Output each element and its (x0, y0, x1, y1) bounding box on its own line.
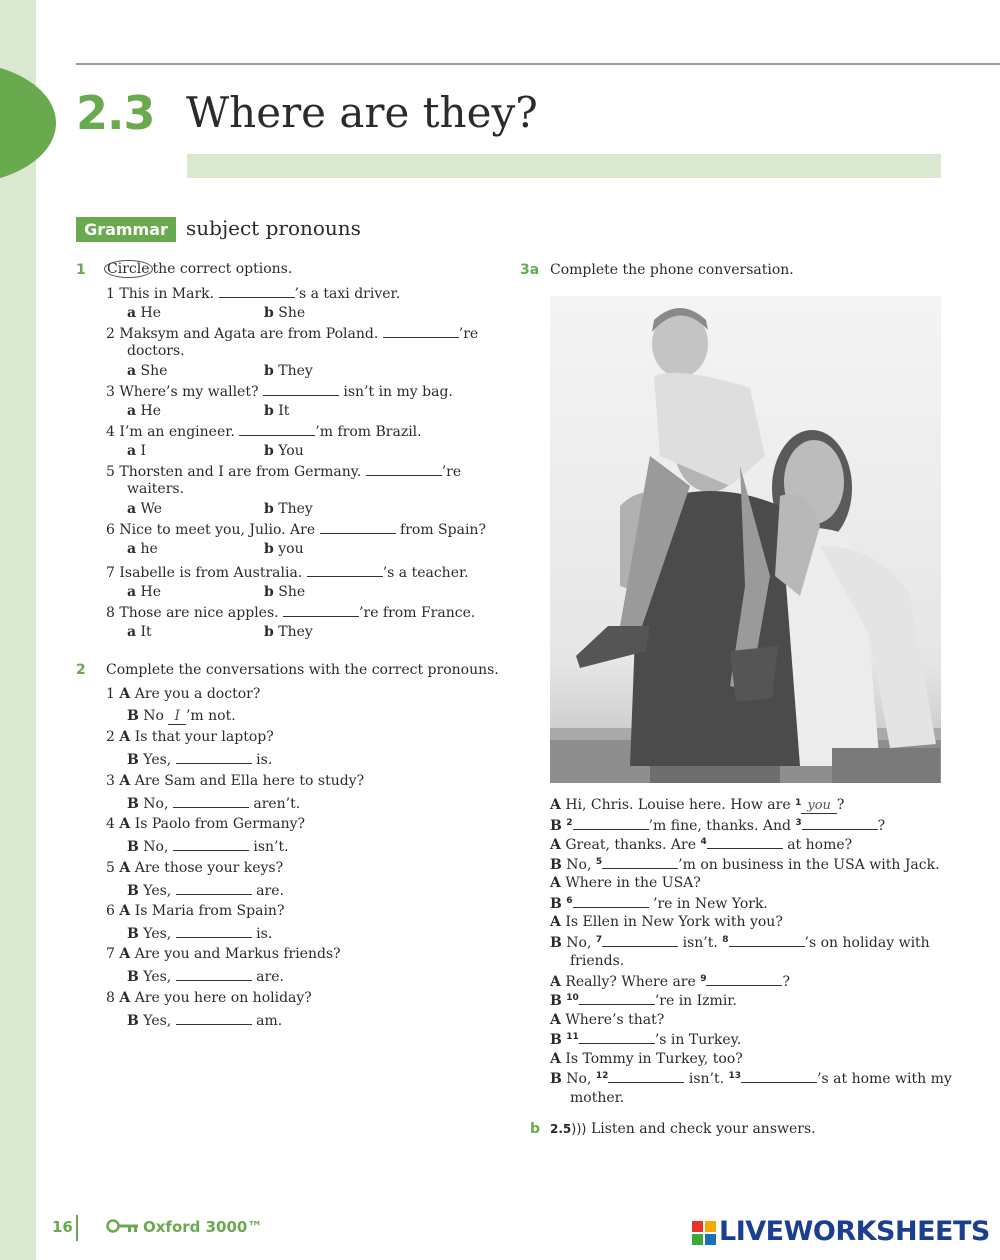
speaker-label: B (550, 856, 562, 873)
answer-blank[interactable] (176, 968, 252, 981)
dialogue-line-a (106, 990, 312, 1007)
gap-number: 12 (595, 1071, 609, 1081)
dialogue-text: ’re in Izmir. (654, 993, 737, 1009)
audio-icon[interactable]: ))) (571, 1122, 587, 1137)
option-text: She (278, 584, 306, 600)
answer-text: is. (251, 926, 273, 942)
gap-number: 5 (595, 856, 603, 867)
dialogue-text: ? (782, 973, 790, 990)
dialogue-text: Is Tommy in Turkey, too? (565, 1050, 743, 1067)
answer-blank[interactable] (263, 383, 339, 396)
key-icon (106, 1219, 140, 1233)
speaker-label: B (127, 882, 139, 899)
option-letter: b (264, 501, 274, 517)
answer-text: Yes, (143, 752, 176, 769)
dialogue-line-a (106, 686, 260, 703)
dialogue-text: Where in the USA? (565, 875, 701, 891)
dialogue-text: ’m fine, thanks. And (648, 817, 796, 834)
option-letter: b (264, 584, 274, 600)
option-a[interactable] (127, 541, 158, 558)
speaker-label: A (550, 973, 561, 990)
gap-number: 4 (700, 837, 707, 847)
answer-blank[interactable] (173, 795, 249, 808)
option-text: They (278, 501, 313, 517)
speaker-label: B (127, 839, 139, 856)
question-line (106, 383, 453, 401)
dialogue-text: ’s at home with my (817, 1071, 952, 1087)
exercise-1-number: 1 (76, 262, 86, 278)
dialogue-line (550, 836, 852, 854)
dialogue-line (550, 1031, 741, 1049)
dialogue-text: isn’t. (678, 934, 723, 951)
gap-number: 7 (595, 934, 603, 945)
question-text: Isabelle is from Australia. (119, 565, 307, 581)
option-a[interactable] (127, 584, 161, 601)
answer-blank[interactable] (173, 838, 249, 851)
question-text: Are you and Markus friends? (134, 946, 341, 963)
question-text: Are those your keys? (134, 859, 284, 876)
decorative-circle (0, 62, 56, 184)
speaker-label: A (550, 875, 561, 891)
question-text: Nice to meet you, Julio. Are (119, 522, 320, 538)
option-letter: a (127, 443, 137, 459)
question-number: 4 (106, 424, 115, 440)
gap-number: 8 (722, 934, 729, 945)
dialogue-text: Really? Where are (565, 973, 701, 990)
speaker-label: A (119, 772, 131, 789)
dialogue-line (550, 1051, 743, 1068)
question-text: Are you here on holiday? (134, 989, 312, 1006)
question-number: 7 (106, 565, 115, 581)
option-text: They (278, 363, 313, 379)
answer-blank[interactable] (602, 856, 678, 869)
dialogue-line-b (127, 882, 284, 900)
option-letter: a (127, 305, 137, 321)
dialogue-text: No, (566, 1071, 596, 1087)
dialogue-line (550, 895, 768, 913)
option-b[interactable] (264, 403, 289, 420)
answer-blank[interactable] (176, 751, 252, 764)
dialogue-line (550, 875, 701, 892)
gap-number: 11 (566, 1032, 579, 1042)
dialogue-continuation: mother. (570, 1089, 625, 1106)
question-line (106, 564, 469, 582)
dialogue-line-b (127, 1012, 282, 1030)
gap-number: 10 (566, 993, 579, 1003)
dialogue-text: ? (836, 797, 845, 813)
speaker-label: A (119, 946, 131, 963)
speaker-label: B (127, 795, 139, 812)
answer-blank[interactable] (176, 882, 252, 895)
answer-text: is. (251, 752, 273, 769)
answer-blank[interactable] (176, 925, 252, 938)
dialogue-text: Is Ellen in New York with you? (565, 914, 783, 930)
dialogue-line-a (106, 946, 341, 963)
question-text: Is Paolo from Germany? (134, 816, 306, 833)
answer-text: am. (251, 1012, 283, 1029)
speaker-label: A (550, 837, 561, 853)
liveworksheets-text: LIVEWORKSHEETS (719, 1216, 990, 1247)
answer-blank[interactable] (176, 1012, 252, 1025)
question-text: ’m from Brazil. (315, 424, 422, 440)
option-text: You (278, 443, 304, 459)
speaker-label: B (127, 752, 139, 769)
dialogue-text: Where’s that? (565, 1011, 665, 1028)
dialogue-line-a (106, 729, 274, 746)
answer-blank[interactable] (366, 463, 442, 476)
option-a[interactable] (127, 305, 161, 322)
answer-blank[interactable] (602, 934, 678, 947)
answer-blank[interactable] (383, 325, 459, 338)
question-number: 3 (106, 384, 115, 400)
page-title: Where are they? (186, 88, 538, 137)
dialogue-text: ’re in New York. (648, 895, 768, 912)
item-number: 7 (106, 946, 115, 963)
filled-answer[interactable]: I (168, 708, 186, 725)
dialogue-text: Great, thanks. Are (565, 837, 701, 853)
option-letter: b (264, 403, 274, 419)
option-letter: a (127, 624, 137, 640)
answer-text: Yes, (143, 1012, 176, 1029)
family-photo (550, 296, 941, 783)
question-number: 1 (106, 286, 115, 302)
track-number: 2.5 (550, 1122, 572, 1136)
speaker-label: A (550, 797, 561, 813)
speaker-label: B (550, 895, 562, 912)
option-b[interactable] (264, 305, 305, 322)
dialogue-line-b (127, 968, 284, 986)
answer-blank[interactable] (307, 564, 383, 577)
dialogue-line-b (127, 838, 289, 856)
speaker-label: A (119, 686, 131, 702)
dialogue-line (550, 973, 790, 991)
answer-text: isn’t. (248, 839, 289, 856)
option-b[interactable] (264, 363, 313, 380)
gap-number: 3 (795, 817, 802, 828)
dialogue-text: isn’t. (684, 1071, 729, 1087)
answer-blank[interactable] (707, 836, 783, 849)
answer-blank[interactable] (320, 521, 396, 534)
speaker-label: B (550, 817, 562, 834)
option-a[interactable] (127, 363, 167, 380)
option-letter: b (264, 363, 274, 379)
question-text: This in Mark. (119, 286, 219, 302)
answer-text: are. (251, 969, 284, 986)
oxford-text: Oxford 3000™ (143, 1218, 263, 1236)
exercise-3a-instruction: Complete the phone conversation. (550, 262, 794, 278)
gap-number: 1 (795, 798, 802, 808)
option-a[interactable] (127, 501, 162, 518)
question-line (106, 604, 475, 622)
lesson-number: 2.3 (76, 86, 155, 140)
dialogue-continuation: friends. (570, 953, 625, 969)
question-text: Where’s my wallet? (119, 384, 263, 400)
answer-blank[interactable] (573, 895, 649, 908)
option-text: He (140, 403, 162, 419)
speaker-label: B (550, 1071, 562, 1087)
option-text: She (140, 363, 168, 379)
item-number: 3 (106, 772, 115, 789)
dialogue-line (550, 992, 737, 1010)
dialogue-line-a (106, 816, 305, 833)
question-text: Are Sam and Ella here to study? (134, 772, 365, 789)
question-continuation: waiters. (127, 481, 185, 497)
exercise-3b-instruction: Listen and check your answers. (590, 1121, 816, 1137)
instruction-text: the correct options. (152, 261, 293, 277)
answer-blank[interactable] (573, 817, 649, 830)
circle-word: Circle (104, 260, 153, 278)
speaker-label: A (119, 729, 131, 746)
question-text: ’s a taxi driver. (294, 286, 401, 302)
answer-blank[interactable] (608, 1070, 684, 1083)
oxford-3000-label (106, 1218, 262, 1236)
answer-text: Yes, (143, 969, 176, 986)
answer-text: No (143, 708, 169, 724)
dialogue-line (550, 1070, 952, 1088)
exercise-3b-letter: b (530, 1121, 541, 1137)
answer-blank[interactable] (219, 285, 295, 298)
gap-number: 9 (700, 973, 707, 984)
option-text: I (140, 443, 147, 459)
question-line (106, 521, 486, 539)
option-letter: b (264, 305, 274, 321)
gap-number: 13 (728, 1071, 742, 1081)
top-rule (76, 63, 1000, 65)
item-number: 6 (106, 903, 115, 919)
dialogue-line-b (127, 751, 272, 769)
speaker-label: A (550, 1050, 561, 1067)
option-text: He (140, 584, 162, 600)
dialogue-line (550, 797, 844, 814)
option-letter: b (264, 443, 274, 459)
question-text: Those are nice apples. (119, 605, 284, 621)
answer-blank[interactable] (706, 973, 782, 986)
question-text: I’m an engineer. (119, 424, 240, 440)
item-number: 5 (106, 859, 115, 876)
answer-blank[interactable] (729, 934, 805, 947)
speaker-label: A (119, 816, 131, 833)
speaker-label: B (127, 926, 139, 942)
question-text: Is Maria from Spain? (134, 903, 285, 919)
question-text: ’re (458, 326, 479, 342)
option-letter: a (127, 403, 137, 419)
speaker-label: A (119, 903, 131, 919)
question-line (106, 285, 400, 303)
speaker-label: B (127, 1012, 139, 1029)
exercise-3b-line (550, 1121, 816, 1138)
title-bar (187, 154, 941, 178)
dialogue-text: ’s in Turkey. (654, 1032, 742, 1048)
option-text: She (278, 305, 306, 321)
item-number: 2 (106, 729, 115, 746)
speaker-label: B (550, 1032, 562, 1048)
answer-text: No, (143, 839, 173, 856)
option-a[interactable] (127, 624, 152, 641)
left-margin-band (0, 0, 36, 1260)
question-text: ’re from France. (359, 605, 476, 621)
answer-blank[interactable] (579, 1031, 655, 1044)
gap-number: 2 (566, 817, 573, 828)
option-a[interactable] (127, 443, 146, 460)
answer-blank[interactable] (741, 1070, 817, 1083)
speaker-label: A (119, 859, 131, 876)
option-text: He (140, 305, 162, 321)
item-number: 8 (106, 989, 115, 1006)
answer-blank[interactable] (579, 992, 655, 1005)
option-letter: b (264, 624, 274, 640)
option-text: It (278, 403, 290, 419)
grammar-topic: subject pronouns (186, 216, 361, 240)
answer-text: Yes, (143, 926, 176, 942)
option-b[interactable] (264, 501, 313, 518)
question-number: 5 (106, 464, 115, 480)
question-number: 6 (106, 522, 115, 538)
answer-blank[interactable] (239, 423, 315, 436)
option-b[interactable] (264, 624, 313, 641)
option-b[interactable] (264, 584, 305, 601)
speaker-label: B (550, 934, 562, 951)
option-a[interactable] (127, 403, 161, 420)
dialogue-text: at home? (782, 837, 853, 853)
option-letter: b (264, 541, 274, 557)
question-text: Thorsten and I are from Germany. (119, 464, 366, 480)
answer-blank[interactable] (283, 604, 359, 617)
speaker-label: B (127, 969, 139, 986)
question-number: 2 (106, 326, 115, 342)
option-b[interactable] (264, 541, 304, 558)
question-line (106, 423, 422, 441)
question-text: ’s a teacher. (382, 565, 469, 581)
answer-text: Yes, (143, 882, 176, 899)
grammar-badge: Grammar (76, 217, 176, 242)
speaker-label: A (119, 989, 131, 1006)
filled-answer[interactable]: you (801, 798, 837, 814)
item-number: 4 (106, 816, 115, 833)
speaker-label: A (550, 1011, 561, 1028)
page-number: 16 (52, 1218, 73, 1236)
dialogue-line (550, 856, 940, 874)
option-text: you (278, 541, 304, 557)
dialogue-line-b (127, 795, 300, 813)
footer-divider (76, 1215, 78, 1241)
dialogue-line (550, 914, 783, 931)
question-text: Maksym and Agata are from Poland. (119, 326, 383, 342)
question-line (106, 325, 478, 343)
option-b[interactable] (264, 443, 304, 460)
answer-blank[interactable] (802, 817, 878, 830)
option-letter: a (127, 363, 137, 379)
question-text: Are you a doctor? (134, 686, 261, 702)
question-text: ’re (441, 464, 462, 480)
speaker-label: A (550, 914, 561, 930)
dialogue-line (550, 817, 885, 835)
question-text: isn’t in my bag. (338, 384, 453, 400)
option-letter: a (127, 584, 137, 600)
dialogue-text: No, (566, 856, 596, 873)
question-continuation: doctors. (127, 343, 185, 359)
answer-text: ’m not. (185, 708, 236, 724)
option-text: It (140, 624, 152, 640)
dialogue-text: ? (877, 817, 886, 834)
dialogue-line (550, 1012, 664, 1029)
dialogue-text: No, (566, 934, 596, 951)
dialogue-text: Hi, Chris. Louise here. How are (565, 797, 796, 813)
question-text: from Spain? (395, 522, 486, 538)
answer-text: aren’t. (248, 795, 301, 812)
dialogue-line-a (106, 860, 283, 877)
question-text: Is that your laptop? (134, 729, 274, 746)
dialogue-text: ’m on business in the USA with Jack. (678, 856, 940, 873)
speaker-label: B (550, 993, 562, 1009)
question-number: 8 (106, 605, 115, 621)
dialogue-line-a (106, 773, 364, 790)
option-letter: a (127, 541, 137, 557)
exercise-3a-number: 3a (520, 262, 540, 278)
option-text: We (140, 501, 163, 517)
question-line (106, 463, 461, 481)
option-text: They (278, 624, 313, 640)
dialogue-line-b (127, 708, 236, 725)
exercise-2-number: 2 (76, 662, 86, 678)
answer-text: are. (251, 882, 284, 899)
dialogue-text: ’s on holiday with (804, 934, 930, 951)
dialogue-line-a (106, 903, 284, 920)
answer-text: No, (143, 795, 173, 812)
exercise-1-instruction (104, 261, 292, 278)
exercise-2-instruction: Complete the conversations with the correct pronouns. (106, 662, 499, 678)
gap-number: 6 (566, 895, 573, 906)
speaker-label: B (127, 708, 139, 724)
liveworksheets-icon (692, 1221, 716, 1245)
dialogue-line-b (127, 925, 272, 943)
dialogue-line (550, 934, 930, 952)
liveworksheets-logo[interactable] (692, 1216, 990, 1247)
option-letter: a (127, 501, 137, 517)
item-number: 1 (106, 686, 115, 702)
option-text: he (140, 541, 158, 557)
